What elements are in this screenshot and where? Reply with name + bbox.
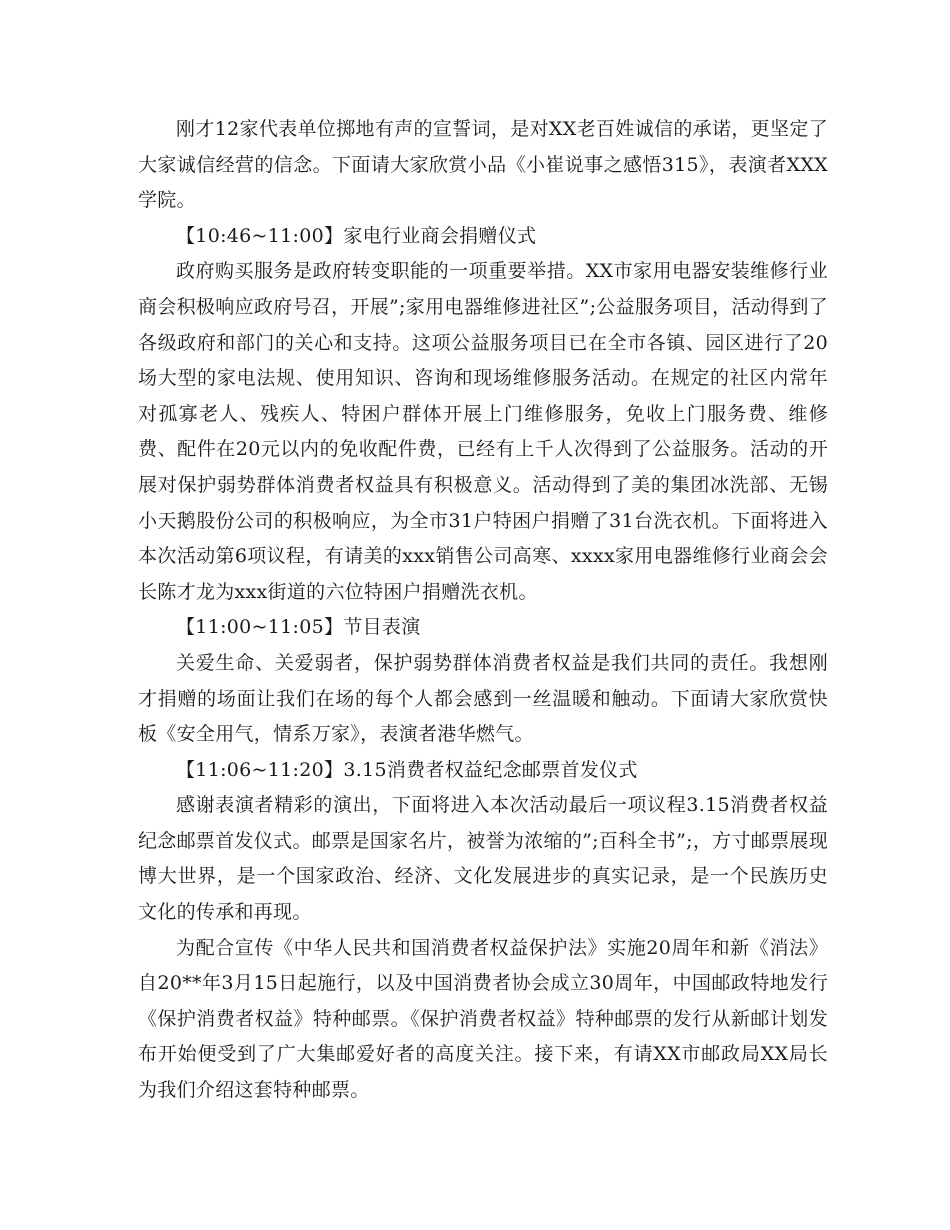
section-heading-stamp-launch: 【11:06~11:20】3.15消费者权益纪念邮票首发仪式 [176, 758, 638, 781]
paragraph-oath: 刚才12家代表单位掷地有声的宣誓词，是对XX老百姓诚信的承诺，更坚定了大家诚信经营的信念。下面请大家欣赏小品《小崔说事之感悟315》，表演者XXX学院。 [138, 118, 828, 212]
paragraph-stamp-intro: 感谢表演者精彩的演出，下面将进入本次活动最后一项议程3.15消费者权益纪念邮票首发仪式。邮票是国家名片，被誉为浓缩的”;百科全书”;，方寸邮票展现博大世界，是一个国家政治、经济、文化发展进步的真实记录，是一个民族历史文化的传承和再现。 [138, 794, 828, 924]
paragraph-donation: 政府购买服务是政府转变职能的一项重要举措。XX市家用电器安装维修行业商会积极响应政府号召，开展”;家用电器维修进社区”;公益服务项目，活动得到了各级政府和部门的关心和支持。这项公益服务项目已在全市各镇、园区进行了20场大型的家电法规、使用知识、咨询和现场维修服务活动。在规定的社区内常年对孤寡老人、残疾人、特困户群体开展上门维修服务，免收上门服务费、维修费、配件在20元以内的免收配件费，已经有上千人次得到了公益服务。活动的开展对保护弱势群体消费者权益具有积极意义。活动得到了美的集团冰洗部、无锡小天鹅股份公司的积极响应，为全市31户特困户捐赠了31台洗衣机。下面将进入本次活动第6项议程，有请美的xxx销售公司高寒、xxxx家用电器维修行业商会会长陈才龙为xxx街道的六位特困户捐赠洗衣机。 [138, 260, 828, 603]
document-body [138, 112, 828, 1109]
paragraph-performance: 关爱生命、关爱弱者，保护弱势群体消费者权益是我们共同的责任。我想刚才捐赠的场面让我们在场的每个人都会感到一丝温暖和触动。下面请大家欣赏快板《安全用气，情系万家》，表演者港华燃气。 [138, 651, 828, 746]
paragraph-stamp-issue: 为配合宣传《中华人民共和国消费者权益保护法》实施20周年和新《消法》自20**年3月15日起施行，以及中国消费者协会成立30周年，中国邮政特地发行《保护消费者权益》特种邮票。《保护消费者权益》特种邮票的发行从新邮计划发布开始便受到了广大集邮爱好者的高度关注。接下来，有请XX市邮政局XX局长为我们介绍这套特种邮票。 [138, 936, 828, 1102]
section-heading-donation: 【10:46~11:00】家电行业商会捐赠仪式 [176, 224, 537, 247]
section-heading-performance: 【11:00~11:05】节目表演 [176, 616, 421, 639]
